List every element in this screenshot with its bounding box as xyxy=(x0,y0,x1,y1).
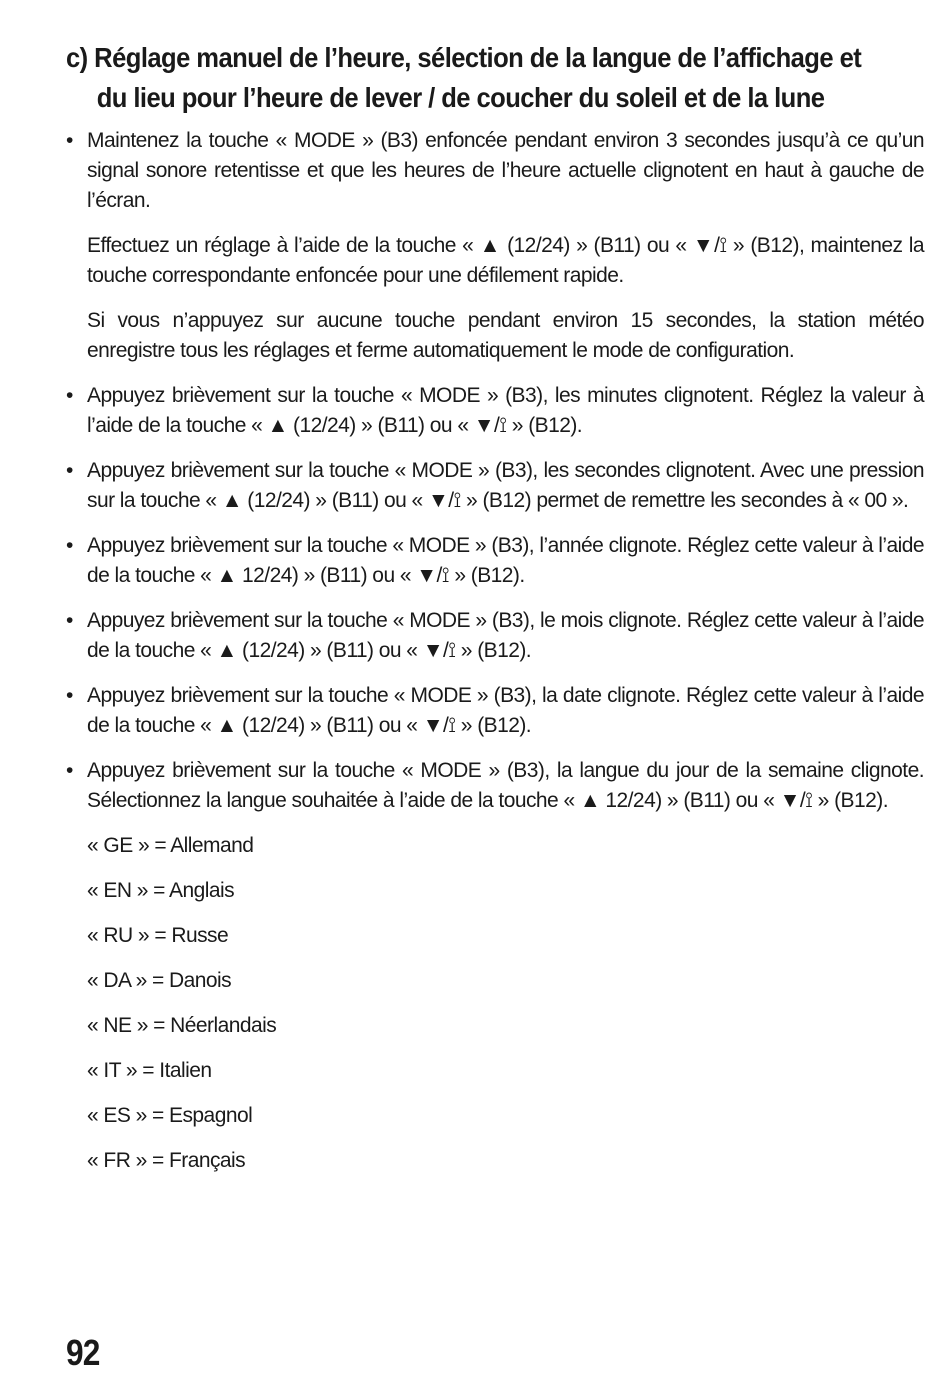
instructions-body xyxy=(66,126,924,1176)
instruction-text: Appuyez brièvement sur la touche « MODE » (B3), les minutes clignotent. Réglez la valeur à l’aide de la touche « ▲ (12/24) » (B11) ou « ▼/⟟ » (B12). xyxy=(87,384,924,437)
section-heading xyxy=(66,38,866,118)
language-option: « NE » = Néerlandais xyxy=(87,1014,277,1037)
language-option: « EN » = Anglais xyxy=(87,879,235,902)
language-option: « RU » = Russe xyxy=(87,924,229,947)
instruction-subparagraph xyxy=(66,231,924,291)
instruction-text: Maintenez la touche « MODE » (B3) enfoncée pendant environ 3 secondes jusqu’à ce qu’un signal sonore retentisse et que les heures de l’heure actuelle clignotent en haut à gauche de l’écran. xyxy=(87,129,924,212)
instruction-text: Appuyez brièvement sur la touche « MODE » (B3), la date clignote. Réglez cette valeur à l’aide de la touche « ▲ (12/24) » (B11) ou « ▼/⟟ » (B12). xyxy=(87,684,924,737)
bullet-dot: • xyxy=(66,534,73,557)
instruction-item xyxy=(66,381,924,441)
bullet-dot: • xyxy=(66,129,73,152)
instruction-item xyxy=(66,126,924,216)
instruction-text: Appuyez brièvement sur la touche « MODE » (B3), l’année clignote. Réglez cette valeur à l’aide de la touche « ▲ 12/24) » (B11) ou « ▼/⟟ » (B12). xyxy=(87,534,924,587)
instruction-item xyxy=(66,531,924,591)
instruction-item xyxy=(66,681,924,741)
instruction-text: Si vous n’appuyez sur aucune touche pendant environ 15 secondes, la station météo enregistre tous les réglages et ferme automatiquement le mode de configuration. xyxy=(87,309,924,362)
language-option: « DA » = Danois xyxy=(87,969,232,992)
instruction-text: Effectuez un réglage à l’aide de la touche « ▲ (12/24) » (B11) ou « ▼/⟟ » (B12), maintenez la touche correspondante enfoncée pour une défilement rapide. xyxy=(87,234,924,287)
bullet-dot: • xyxy=(66,384,73,407)
instruction-item xyxy=(66,456,924,516)
language-option: « FR » = Français xyxy=(87,1149,246,1172)
bullet-dot: • xyxy=(66,459,73,482)
instruction-subparagraph xyxy=(66,306,924,366)
section-heading-line-2: du lieu pour l’heure de lever / de coucher du soleil et de la lune xyxy=(96,82,825,113)
language-option: « IT » = Italien xyxy=(87,1059,212,1082)
bullet-dot: • xyxy=(66,609,73,632)
language-option: « GE » = Allemand xyxy=(87,834,254,857)
language-option: « ES » = Espagnol xyxy=(87,1104,253,1127)
bullet-dot: • xyxy=(66,684,73,707)
instruction-text: Appuyez brièvement sur la touche « MODE » (B3), la langue du jour de la semaine clignote. Sélectionnez la langue souhaitée à l’aide de la touche « ▲ 12/24) » (B11) ou « ▼/⟟ » (B12). xyxy=(87,759,924,812)
page-number: 92 xyxy=(66,1332,100,1373)
instruction-text: Appuyez brièvement sur la touche « MODE » (B3), les secondes clignotent. Avec une pression sur la touche « ▲ (12/24) » (B11) ou « ▼/⟟ » (B12) permet de remettre les secondes à « 00 ». xyxy=(87,459,924,512)
section-heading-line-1: c) Réglage manuel de l’heure, sélection de la langue de l’affichage et xyxy=(66,42,862,73)
instruction-item xyxy=(66,606,924,666)
instruction-text: Appuyez brièvement sur la touche « MODE » (B3), le mois clignote. Réglez cette valeur à l’aide de la touche « ▲ (12/24) » (B11) ou « ▼/⟟ » (B12). xyxy=(87,609,924,662)
instruction-item xyxy=(66,756,924,816)
bullet-dot: • xyxy=(66,759,73,782)
